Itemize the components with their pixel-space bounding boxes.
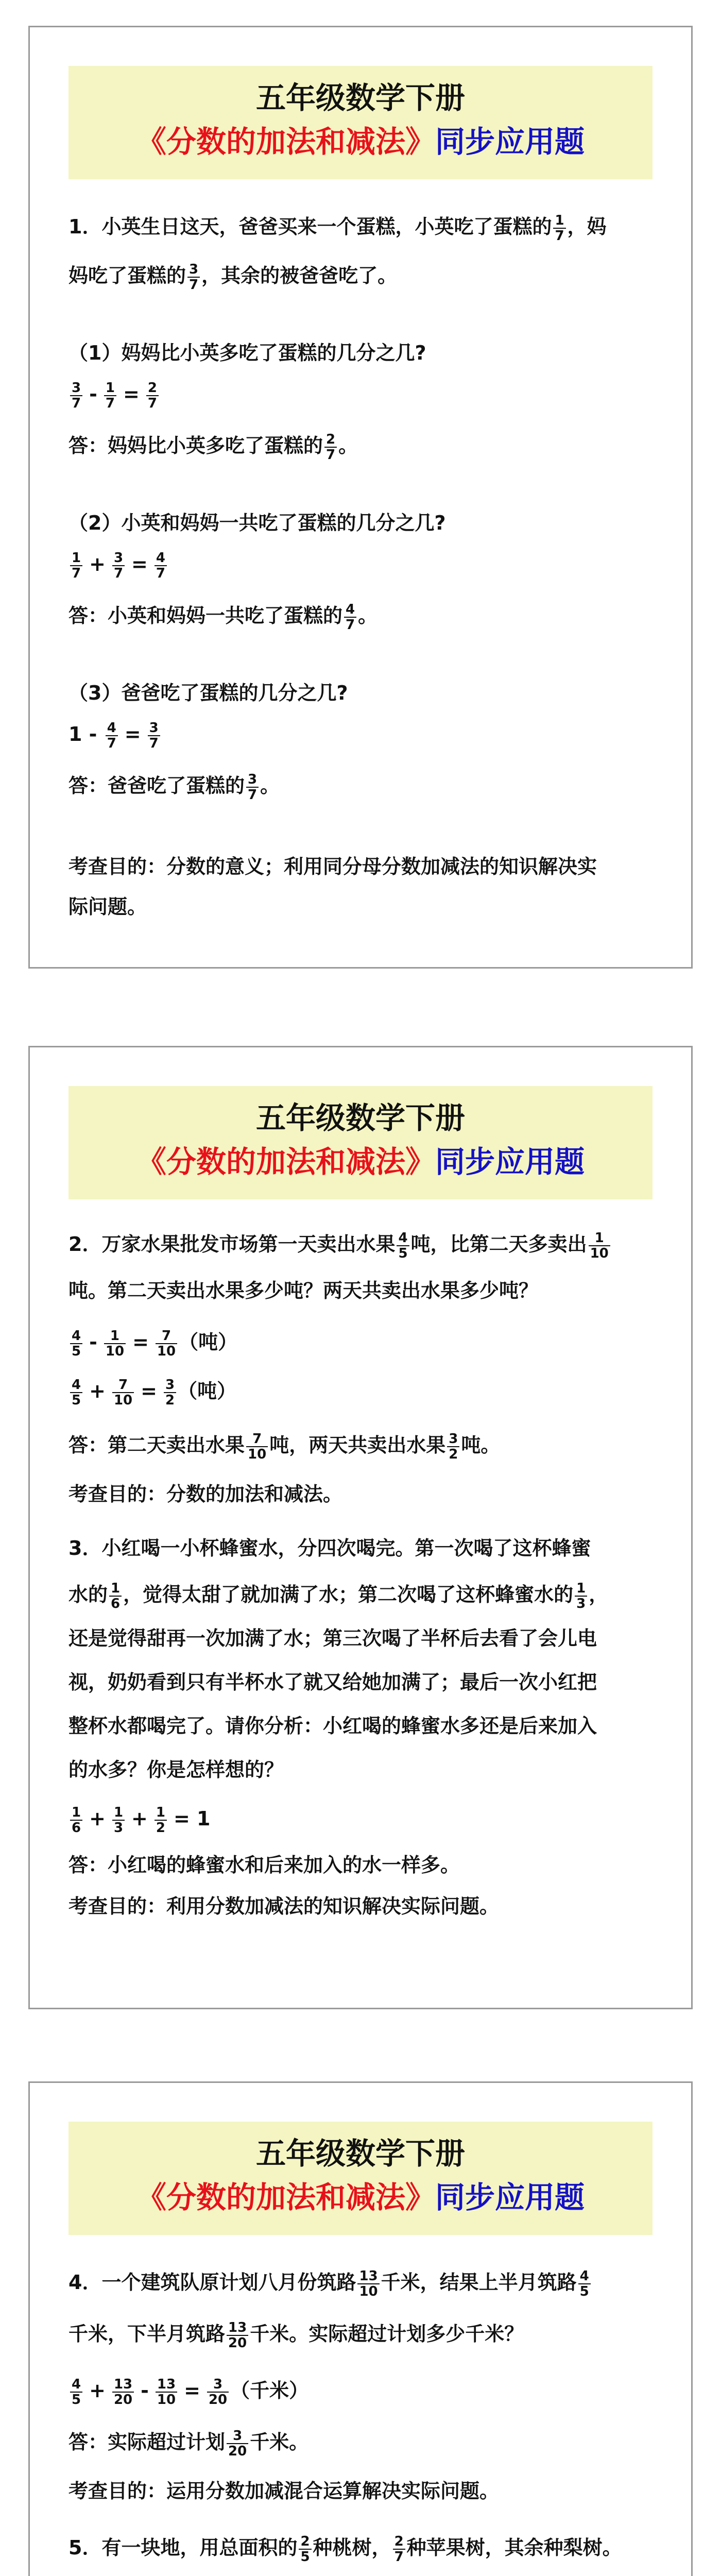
q1-line-1: 1．小英生日这天，爸爸买来一个蛋糕，小英吃了蛋糕的 $\frac{1}{7}$ ，妈 [68,212,607,244]
q1-sub1-answer: 答：妈妈比小英多吃了蛋糕的 $\frac{2}{7}$ 。 [68,431,358,463]
q3-line-3: 还是觉得甜再一次加满了水；第三次喝了半杯后去看了会儿电 [68,1627,597,1650]
q4-line-2: 千米，下半月筑路 $\frac{13}{20}$ 千米。实际超过计划多少千米？ [68,2319,524,2351]
q1-sub2-question: （2）小英和妈妈一共吃了蛋糕的几分之几? [68,512,446,534]
fraction: $\frac{3}{7}$ [187,262,200,292]
card-3 [28,2081,693,2576]
q4-equation: $\frac{4}{5}$ + $\frac{13}{20}$ - $\frac{13}{10}$ = $\frac{3}{20}$ （千米） [68,2369,653,2412]
header-banner [68,2122,653,2235]
q3-line-1: 3．小红喝一小杯蜂蜜水，分四次喝完。第一次喝了这杯蜂蜜 [68,1537,591,1560]
fraction: $\frac{1}{7}$ [553,213,565,243]
q1-line-2: 妈吃了蛋糕的 $\frac{3}{7}$ ，其余的被爸爸吃了。 [68,261,398,293]
banner-title: 五年级数学下册 [255,2136,465,2171]
q4-line-1: 4．一个建筑队原计划八月份筑路 $\frac{13}{10}$ 千米，结果上半月筑路 $\frac{4}{5}$ [68,2261,653,2304]
q2-purpose: 考查目的：分数的加法和减法。 [68,1483,343,1505]
q3-equation: $\frac{1}{6}$ + $\frac{1}{3}$ + $\frac{1}{2}$ = 1 [68,1797,653,1840]
header-banner [68,66,653,179]
q1-sub2-equation: $\frac{1}{7}$ + $\frac{3}{7}$ = $\frac{4}{7}$ [68,543,653,586]
q5-line-1: 5．有一块地，用总面积的 $\frac{2}{5}$ 种桃树， $\frac{2}{7}$ 种苹果树，其余种梨树。 [68,2533,622,2565]
banner-title: 五年级数学下册 [255,80,465,115]
q4-purpose: 考查目的：运用分数加减混合运算解决实际问题。 [68,2480,500,2502]
q3-answer: 答：小红喝的蜂蜜水和后来加入的水一样多。 [68,1854,460,1876]
q2-equation-2: $\frac{4}{5}$ + $\frac{7}{10}$ = $\frac{3}{2}$ （吨） [68,1369,653,1413]
q2-line-2: 吨。第二天卖出水果多少吨？两天共卖出水果多少吨？ [68,1279,539,1302]
q3-line-6: 的水多？你是怎样想的？ [68,1758,284,1781]
banner-subtitle: 《分数的加法和减法》同步应用题 [136,1144,585,1179]
card-1 [28,26,693,969]
q1-sub3-question: （3）爸爸吃了蛋糕的几分之几? [68,682,348,704]
q2-answer: 答：第二天卖出水果 $\frac{7}{10}$ 吨，两天共卖出水果 $\frac{3}{2}$ 吨。 [68,1431,501,1462]
q3-line-2: 水的 $\frac{1}{6}$ ，觉得太甜了就加满了水；第二次喝了这杯蜂蜜水的 $\frac{1}{3}$ ， [68,1580,609,1612]
q1-sub1-equation: $\frac{3}{7}$ - $\frac{1}{7}$ = $\frac{2}{7}$ [68,372,653,416]
header-banner [68,1086,653,1199]
q3-line-5: 整杯水都喝完了。请你分析：小红喝的蜂蜜水多还是后来加入 [68,1715,597,1737]
q1-sub3-equation: 1 - $\frac{4}{7}$ = $\frac{3}{7}$ [68,713,653,756]
banner-subtitle: 《分数的加法和减法》同步应用题 [136,124,585,159]
q3-purpose: 考查目的：利用分数加减法的知识解决实际问题。 [68,1895,500,1918]
banner-subtitle: 《分数的加法和减法》同步应用题 [136,2180,585,2215]
q3-line-4: 视，奶奶看到只有半杯水了就又给她加满了；最后一次小红把 [68,1671,597,1693]
q1-sub2-answer: 答：小英和妈妈一共吃了蛋糕的 $\frac{4}{7}$ 。 [68,601,378,633]
q2-line-1: 2．万家水果批发市场第一天卖出水果 $\frac{4}{5}$ 吨，比第二天多卖出 $\frac{1}{10}$ [68,1223,653,1266]
q5-line-2 [68,2572,653,2576]
q4-answer: 答：实际超过计划 $\frac{3}{20}$ 千米。 [68,2428,309,2459]
q1-purpose: 考查目的：分数的意义；利用同分母分数加减法的知识解决实 际问题。 [68,855,597,918]
q1-sub1-question: （1）妈妈比小英多吃了蛋糕的几分之几? [68,342,426,364]
banner-title: 五年级数学下册 [255,1100,465,1136]
card-2 [28,1046,693,2009]
q1-sub3-answer: 答：爸爸吃了蛋糕的 $\frac{3}{7}$ 。 [68,771,280,803]
q2-equation-1: $\frac{4}{5}$ - $\frac{1}{10}$ = $\frac{7}{10}$ （吨） [68,1320,653,1364]
